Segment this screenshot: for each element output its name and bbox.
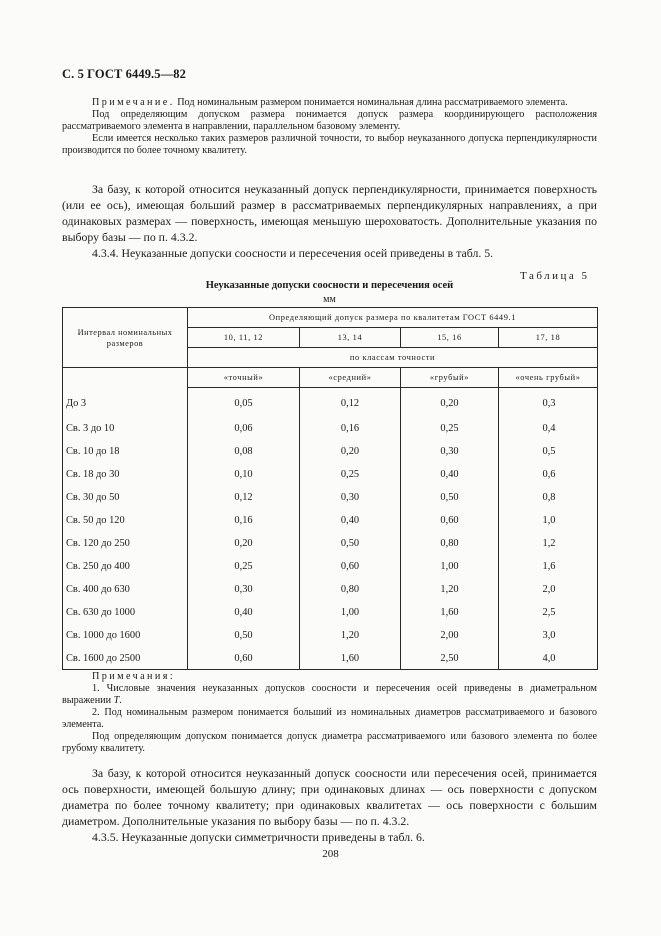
note-top <box>62 97 597 157</box>
interval-cell: Св. 1000 до 1600 <box>63 624 188 647</box>
interval-cell: Св. 3 до 10 <box>63 417 188 440</box>
value-cell: 0,5 <box>499 440 598 463</box>
value-cell: 0,25 <box>300 463 401 486</box>
body-text-1 <box>62 181 597 261</box>
interval-cell: Св. 250 до 400 <box>63 555 188 578</box>
value-cell: 4,0 <box>499 647 598 670</box>
table-row <box>63 388 598 418</box>
value-cell: 0,16 <box>300 417 401 440</box>
table-unit: мм <box>323 294 336 305</box>
value-cell: 1,00 <box>401 555 499 578</box>
body-1-para-2: 4.3.4. Неуказанные допуски соосности и пересечения осей приведены в табл. 5. <box>92 246 494 260</box>
value-cell: 0,30 <box>188 578 300 601</box>
value-cell: 0,08 <box>188 440 300 463</box>
value-cell: 0,80 <box>300 578 401 601</box>
value-cell: 1,60 <box>401 601 499 624</box>
table-row <box>63 555 598 578</box>
quality-header-3: 15, 16 <box>401 328 499 348</box>
class-header-1: «точный» <box>188 368 300 388</box>
value-cell: 0,60 <box>401 509 499 532</box>
interval-cell: Св. 10 до 18 <box>63 440 188 463</box>
note-top-para-1 <box>62 97 597 109</box>
body-2-para-1: За базу, к которой относится неуказанный допуск соосности или пересечения осей, принимается ось поверхности, имеющей большую длину; при одинаковых длинах — ось поверхности с допуском диаметра по более точному квалитету; при одинаковых квалитетах — ось поверхности с большим диаметром. Дополнительные указания по выбору базы — по п. 4.3.2. <box>62 766 597 828</box>
table-row <box>63 486 598 509</box>
value-cell: 0,3 <box>499 388 598 418</box>
table-row <box>63 532 598 555</box>
page-header: С. 5 ГОСТ 6449.5—82 <box>62 67 186 81</box>
table-row <box>63 417 598 440</box>
value-cell: 0,30 <box>300 486 401 509</box>
interval-cell: Св. 18 до 30 <box>63 463 188 486</box>
symbol-t: T <box>113 695 120 706</box>
table-note-2: 2. Под номинальным размером понимается больший из номинальных диаметров рассматриваемого и базового элемента. <box>62 707 597 730</box>
table-row <box>63 647 598 670</box>
value-cell: 0,8 <box>499 486 598 509</box>
value-cell: 0,20 <box>188 532 300 555</box>
value-cell: 0,05 <box>188 388 300 418</box>
value-cell: 0,4 <box>499 417 598 440</box>
value-cell: 0,06 <box>188 417 300 440</box>
table-note-3: Под определяющим допуском понимается допуск диаметра рассматриваемого или базового элемента по более грубому квалитету. <box>62 731 597 754</box>
table-notes <box>62 671 597 755</box>
value-cell: 0,40 <box>401 463 499 486</box>
quality-header-2: 13, 14 <box>300 328 401 348</box>
interval-cell: Св. 1600 до 2500 <box>63 647 188 670</box>
class-header-2: «средний» <box>300 368 401 388</box>
value-cell: 0,50 <box>401 486 499 509</box>
value-cell: 0,40 <box>300 509 401 532</box>
class-header-3: «грубый» <box>401 368 499 388</box>
interval-cell: До 3 <box>63 388 188 418</box>
quality-header-4: 17, 18 <box>499 328 598 348</box>
value-cell: 1,60 <box>300 647 401 670</box>
tolerance-table <box>62 307 597 670</box>
value-cell: 0,25 <box>188 555 300 578</box>
value-cell: 0,40 <box>188 601 300 624</box>
table-number-label: Таблица 5 <box>520 270 590 282</box>
value-cell: 1,20 <box>300 624 401 647</box>
value-cell: 0,6 <box>499 463 598 486</box>
interval-cell: Св. 50 до 120 <box>63 509 188 532</box>
note-top-text-1: Под номинальным размером понимается номинальная длина рассматриваемого элемента. <box>177 97 568 108</box>
value-cell: 2,50 <box>401 647 499 670</box>
value-cell: 2,00 <box>401 624 499 647</box>
table-notes-label: Примечания: <box>92 671 176 682</box>
value-cell: 0,50 <box>188 624 300 647</box>
value-cell: 1,6 <box>499 555 598 578</box>
value-cell: 1,2 <box>499 532 598 555</box>
value-cell: 2,0 <box>499 578 598 601</box>
value-cell: 0,16 <box>188 509 300 532</box>
value-cell: 0,12 <box>300 388 401 418</box>
value-cell: 0,60 <box>300 555 401 578</box>
table-row <box>63 463 598 486</box>
page-number: 208 <box>322 848 339 860</box>
body-text-2 <box>62 765 597 845</box>
value-cell: 0,20 <box>300 440 401 463</box>
table-row <box>63 578 598 601</box>
note-label: Примечание. <box>92 97 175 108</box>
interval-cell: Св. 30 до 50 <box>63 486 188 509</box>
value-cell: 0,25 <box>401 417 499 440</box>
note-top-para-3: Если имеется несколько таких размеров различной точности, то выбор неуказанного допуска перпендикулярности производится по более точному квалитету. <box>62 133 597 156</box>
value-cell: 0,60 <box>188 647 300 670</box>
classes-header: по классам точности <box>188 348 598 368</box>
table-group-header: Определяющий допуск размера по квалитетам ГОСТ 6449.1 <box>188 308 598 328</box>
value-cell: 1,20 <box>401 578 499 601</box>
table-note-1-text: 1. Числовые значения неуказанных допусков соосности и пересечения осей приведены в диаметральном выражении <box>62 683 597 706</box>
value-cell: 2,5 <box>499 601 598 624</box>
value-cell: 0,12 <box>188 486 300 509</box>
body-2-para-2: 4.3.5. Неуказанные допуски симметричности приведены в табл. 6. <box>92 830 425 844</box>
table-note-1 <box>62 683 597 707</box>
table-row-header: Интервал номинальных размеров <box>63 308 188 368</box>
table-title: Неуказанные допуски соосности и пересечения осей <box>205 280 454 291</box>
table-row <box>63 624 598 647</box>
note-top-para-2: Под определяющим допуском размера понимается допуск размера координирующего расположения рассматриваемого элемента в направлении, параллельном базовому элементу. <box>62 109 597 132</box>
value-cell: 1,0 <box>499 509 598 532</box>
value-cell: 0,10 <box>188 463 300 486</box>
value-cell: 0,50 <box>300 532 401 555</box>
quality-header-1: 10, 11, 12 <box>188 328 300 348</box>
value-cell: 0,80 <box>401 532 499 555</box>
interval-cell: Св. 120 до 250 <box>63 532 188 555</box>
table-body <box>63 388 598 670</box>
value-cell: 1,00 <box>300 601 401 624</box>
table-row-header-cont <box>63 368 188 388</box>
value-cell: 0,30 <box>401 440 499 463</box>
value-cell: 3,0 <box>499 624 598 647</box>
table-row <box>63 509 598 532</box>
interval-cell: Св. 630 до 1000 <box>63 601 188 624</box>
class-header-4: «очень грубый» <box>499 368 598 388</box>
table-note-1-end: . <box>119 695 122 706</box>
body-1-para-1: За базу, к которой относится неуказанный допуск перпендикулярности, принимается поверхность (или ее ось), имеющая больший размер в рассматриваемых перпендикулярных направлениях, а при одинаковых размерах — поверхность, имеющая меньшую шероховатость. Дополнительные указания по выбору базы — по п. 4.3.2. <box>62 182 597 244</box>
table-row <box>63 440 598 463</box>
value-cell: 0,20 <box>401 388 499 418</box>
interval-cell: Св. 400 до 630 <box>63 578 188 601</box>
table-row <box>63 601 598 624</box>
